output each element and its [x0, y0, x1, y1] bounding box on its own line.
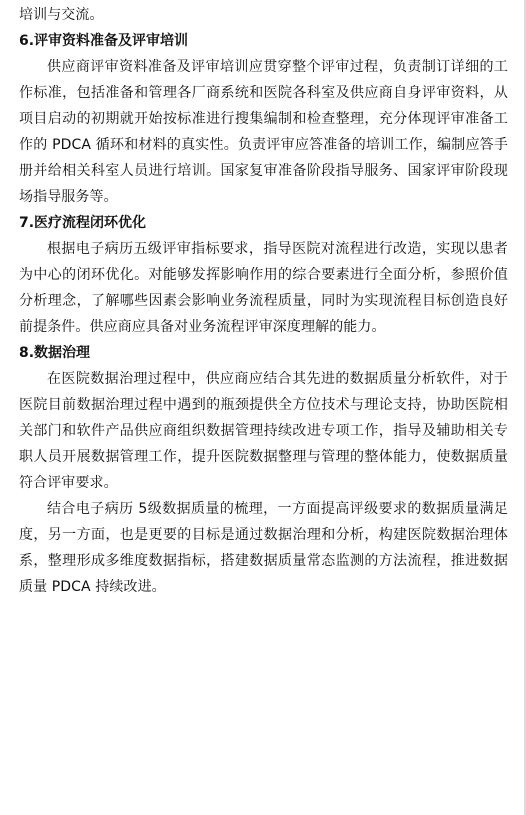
section-heading: 7.医疗流程闭环优化	[19, 215, 147, 231]
section-8	[19, 340, 508, 600]
intro-text: 培训与交流。	[19, 7, 104, 23]
section-heading: 8.数据治理	[19, 345, 91, 361]
section-6	[19, 28, 508, 210]
section-paragraph: 供应商评审资料准备及评审培训应贯穿整个评审过程，负责制订详细的工作标准，包括准备和管理各厂商系统和医院各科室及供应商自身评审资料，从项目启动的初期就开始按标准进行搜集编制和检查整理，充分体现评审准备工作的 PDCA 循环和材料的真实性。负责评审应答准备的培训工作，编制应答手册并给相关科室人员进行培训。国家复审准备阶段指导服务、国家评审阶段现场指导服务等。	[19, 59, 508, 205]
section-7	[19, 210, 508, 340]
section-paragraph: 在医院数据治理过程中，供应商应结合其先进的数据质量分析软件，对于医院目前数据治理过程中遇到的瓶颈提供全方位技术与理论支持，协助医院相关部门和软件产品供应商组织数据管理持续改进专项工作，指导及辅助相关专职人员开展数据管理工作，提升医院数据整理与管理的整体能力，使数据质量符合评审要求。	[19, 371, 508, 491]
section-paragraph: 结合电子病历 5级数据质量的梳理，一方面提高评级要求的数据质量满足度，另一方面，也是更要的目标是通过数据治理和分析，构建医院数据治理体系，整理形成多维度数据指标，搭建数据质量常态监测的方法流程，推进数据质量 PDCA 持续改进。	[19, 501, 508, 595]
section-heading: 6.评审资料准备及评审培训	[19, 33, 189, 49]
section-paragraph: 根据电子病历五级评审指标要求，指导医院对流程进行改造，实现以患者为中心的闭环优化。对能够发挥影响作用的综合要素进行全面分析，参照价值分析理念，了解哪些因素会影响业务流程质量，同时为实现流程目标创造良好前提条件。供应商应具备对业务流程评审深度理解的能力。	[19, 241, 508, 335]
